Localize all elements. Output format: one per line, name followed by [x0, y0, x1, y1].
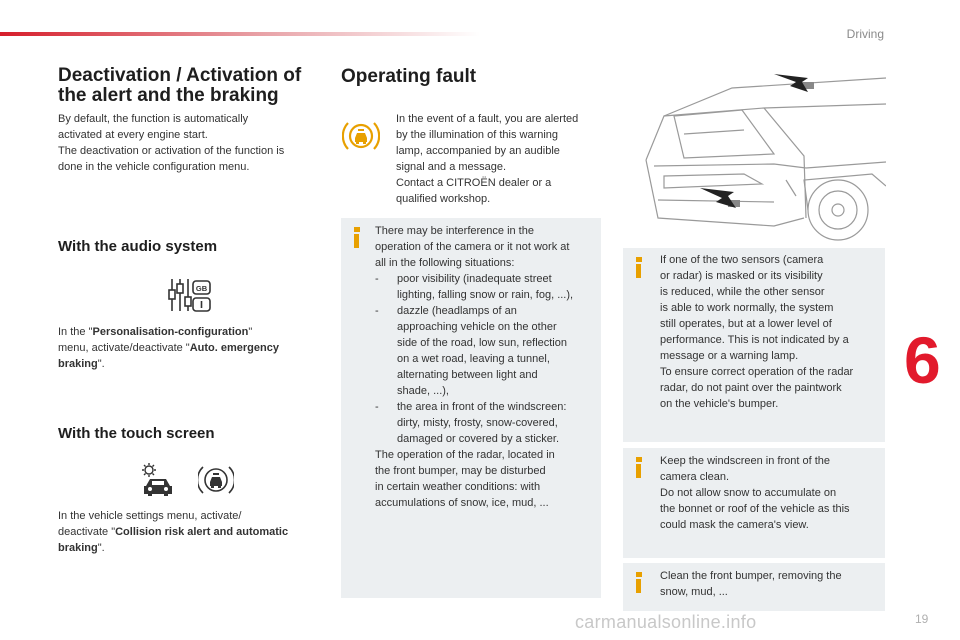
chapter-number: 6 — [904, 323, 941, 397]
audio-option-name: Auto. emergency braking — [58, 342, 279, 370]
list-item: - the area in front of the windscreen: dirty, misty, frosty, snow-covered, damaged or covered by a sticker. — [375, 399, 601, 447]
warning-lamp-icon — [342, 117, 380, 155]
car-settings-icon — [140, 462, 180, 498]
sensor-note-text: If one of the two sensors (camera or radar) is masked or its visibility is reduced, while the other sensor is able to work normally, the system still operates, but at a lower level of performance. This is not indicated by a message or a warning lamp. To ensure correct operation of the radar radar, do not paint over the paintwork on the vehicle's bumper. — [660, 254, 854, 410]
windscreen-note-text: Keep the windscreen in front of the camera clean. Do not allow snow to accumulate on the bonnet or roof of the vehicle as this could mask the camera's view. — [660, 455, 850, 531]
info-icon — [635, 457, 645, 478]
section-label: Driving — [846, 27, 884, 41]
header-accent-bar — [0, 32, 480, 36]
sensor-note — [623, 248, 885, 442]
info-icon — [353, 227, 363, 248]
left-title — [58, 66, 328, 106]
gb-badge: GB — [195, 284, 208, 293]
fault-description: In the event of a fault, you are alerted by the illumination of this warning lamp, accompanied by an audible signal and a message. Contact a CITROËN dealer or a qualified workshop. — [396, 113, 579, 205]
vehicle-sensor-illustration — [624, 68, 886, 243]
intro-text: By default, the function is automatically activated at every engine start. The deactivation or activation of the function is done in the vehicle configuration menu. — [58, 113, 285, 173]
operating-fault-title: Operating fault — [341, 66, 477, 87]
windscreen-note — [623, 448, 885, 558]
info-icon — [635, 572, 645, 593]
audio-settings-icon — [168, 277, 212, 313]
touch-instruction: In the vehicle settings menu, activate/ deactivate "Collision risk alert and automatic braking". — [58, 510, 289, 554]
menu-name: Personalisation-configuration — [92, 326, 249, 338]
touch-heading: With the touch screen — [58, 425, 215, 442]
audio-instruction: In the "Personalisation-configuration" menu, activate/deactivate "Auto. emergency braking". — [58, 326, 279, 370]
left-title-line1: Deactivation / Activation of — [58, 65, 302, 86]
left-title-line2: the alert and the braking — [58, 85, 279, 106]
list-item: - dazzle (headlamps of an approaching vehicle on the other side of the road, low sun, reflection on a wet road, leaving a tunnel, alternating between light and shade, ...), — [375, 303, 601, 399]
watermark: carmanualsonline.info — [575, 612, 757, 632]
interference-note — [341, 218, 601, 598]
radar-note: The operation of the radar, located in the front bumper, may be disturbed in certain weather conditions: with accumulations of snow, ice, mud, ... — [375, 449, 555, 509]
collision-alert-icon — [198, 462, 234, 498]
audio-heading: With the audio system — [58, 238, 218, 255]
info-icon — [635, 257, 645, 278]
interference-intro: There may be interference in the operation of the camera or it not work at all in the following situations: — [375, 225, 570, 269]
list-item: - poor visibility (inadequate street lighting, falling snow or rain, fog, ...), — [375, 271, 601, 303]
bumper-note — [623, 563, 885, 611]
bumper-note-text: Clean the front bumper, removing the snow, mud, ... — [660, 570, 842, 598]
interference-list — [375, 271, 601, 447]
touch-option-name: Collision risk alert and automatic braking — [58, 526, 289, 554]
page-number: 19 — [915, 612, 929, 626]
